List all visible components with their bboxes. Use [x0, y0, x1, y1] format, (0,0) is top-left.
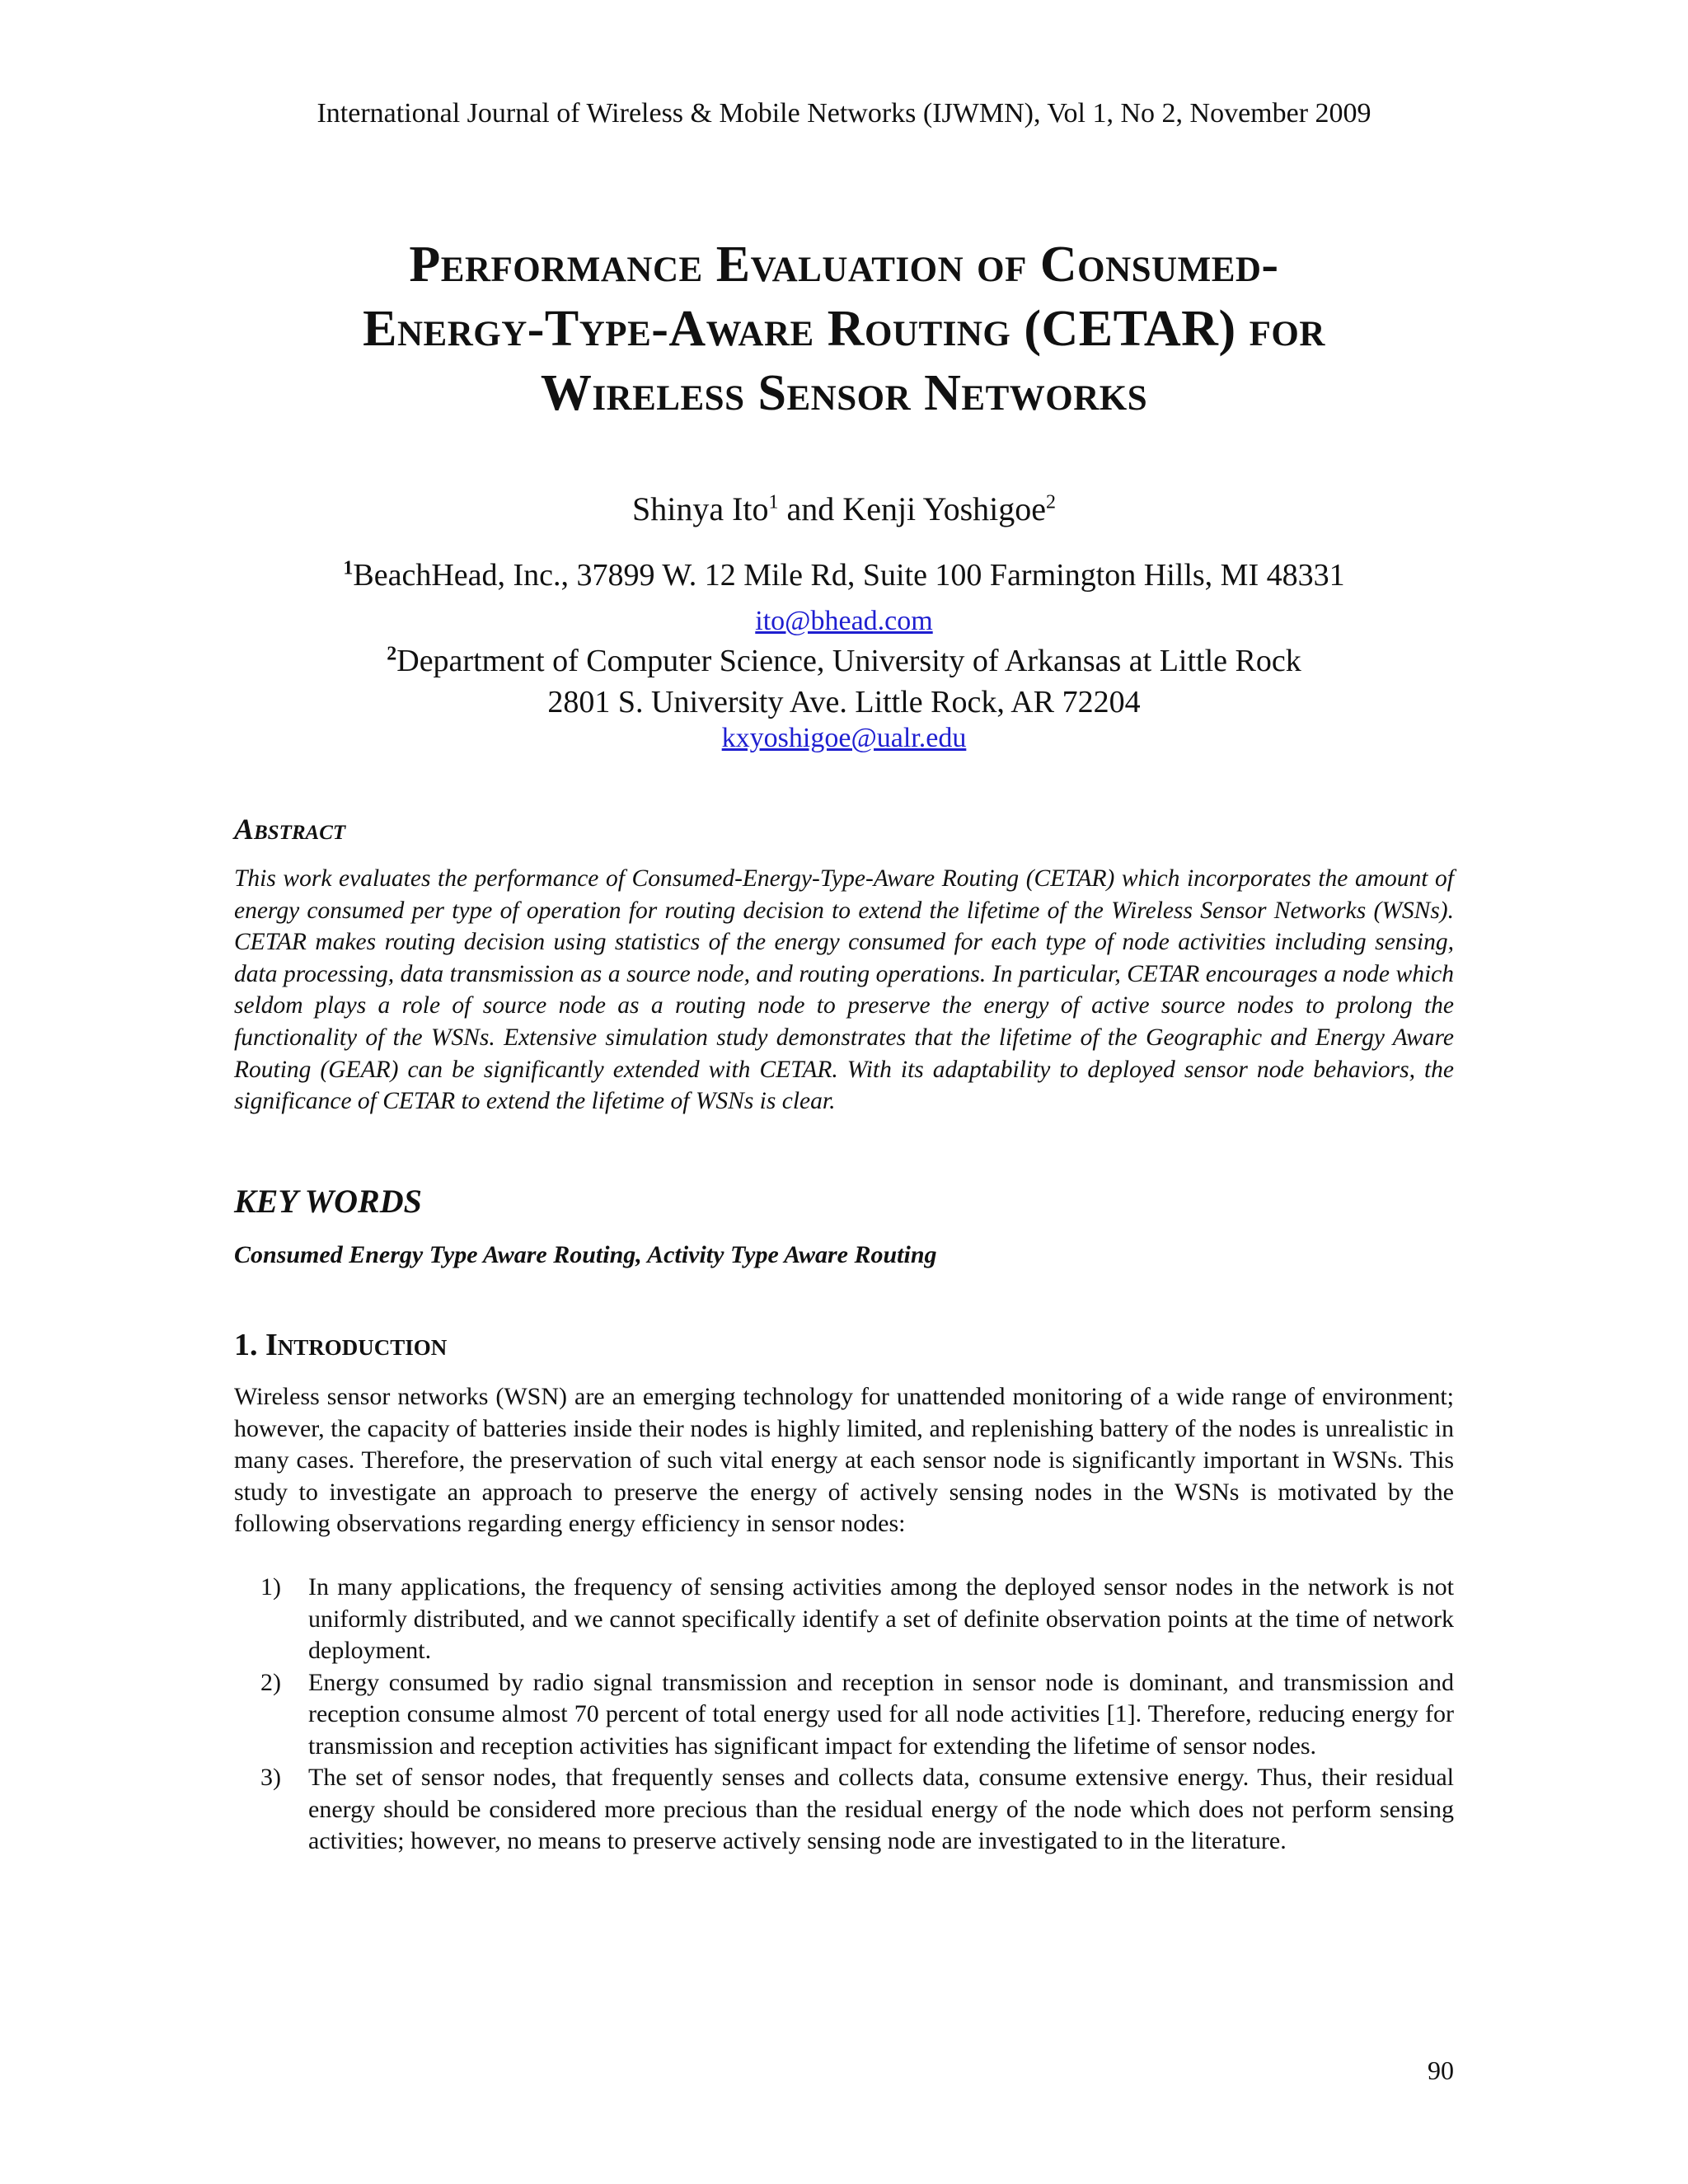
running-header: International Journal of Wireless & Mobile Networks (IJWMN), Vol 1, No 2, November 2009	[316, 98, 1372, 129]
title-line-1: Performance Evaluation of Consumed-	[409, 237, 1279, 293]
paper-title	[165, 232, 1523, 425]
list-item-number: 1)	[260, 1573, 281, 1601]
list-item-number: 3)	[260, 1764, 281, 1791]
list-item-text: In many applications, the frequency of sensing activities among the deployed sensor nodes in the network is not uniformly distributed, and we cannot specifically identify a set of definite observation points at the time of network deployment.	[308, 1573, 1454, 1664]
author-2: and Kenji Yoshigoe	[778, 490, 1046, 527]
list-item	[234, 1762, 1454, 1858]
affiliation-2-address: 2801 S. University Ave. Little Rock, AR 72204	[547, 685, 1141, 719]
affiliation-1-mark: 1	[343, 557, 354, 579]
affiliation-1-text: BeachHead, Inc., 37899 W. 12 Mile Rd, Suite 100 Farmington Hills, MI 48331	[353, 558, 1345, 593]
affiliation-2-mark: 2	[387, 643, 397, 665]
keywords-text: Consumed Energy Type Aware Routing, Activity Type Aware Routing	[234, 1241, 937, 1268]
list-item-text: The set of sensor nodes, that frequently senses and collects data, consume extensive energy. Thus, their residual energy should be considered more precious than the residual energy of the node which does not perform sensing activities; however, no means to preserve actively sensing node are investigated to in the literature.	[308, 1764, 1454, 1854]
affiliation-1	[0, 555, 1688, 595]
email-link-2[interactable]: kxyoshigoe@ualr.edu	[721, 723, 967, 753]
title-line-2: Energy-Type-Aware Routing (CETAR) for	[363, 301, 1325, 357]
list-item	[234, 1667, 1454, 1763]
observation-list	[234, 1572, 1454, 1858]
list-item-text: Energy consumed by radio signal transmission and reception in sensor node is dominant, and transmission and reception consume almost 70 percent of total energy used for all node activities [1]. Therefore, reducing energy for transmission and reception activities has significant impact for extending the lifetime of sensor nodes.	[308, 1668, 1454, 1760]
abstract-heading: Abstract	[234, 813, 346, 846]
author-1: Shinya Ito	[632, 490, 769, 527]
affiliation-2	[0, 641, 1688, 681]
email-link-1[interactable]: ito@bhead.com	[755, 606, 933, 636]
introduction-paragraph: Wireless sensor networks (WSN) are an emerging technology for unattended monitoring of a wide range of environment; however, the capacity of batteries inside their nodes is highly limited, and replenishing battery of the nodes is unrealistic in many cases. Therefore, the preservation of such vital energy at each sensor node is significantly important in WSNs. This study to investigate an approach to preserve the energy of actively sensing nodes in the WSNs is motivated by the following observations regarding energy efficiency in sensor nodes:	[234, 1383, 1454, 1537]
author-2-affil-mark: 2	[1046, 491, 1056, 513]
keywords-heading: KEY WORDS	[234, 1183, 422, 1220]
list-item-number: 2)	[260, 1668, 281, 1696]
page-number: 90	[1428, 2055, 1454, 2085]
author-1-affil-mark: 1	[768, 491, 779, 513]
abstract-text: This work evaluates the performance of Consumed-Energy-Type-Aware Routing (CETAR) which incorporates the amount of energy consumed per type of operation for routing decision to extend the lifetime of the Wireless Sensor Networks (WSNs). CETAR makes routing decision using statistics of the energy consumed for each type of node activities including sensing, data processing, data transmission as a source node, and routing operations. In particular, CETAR encourages a node which seldom plays a role of source node as a routing node to preserve the energy of active source nodes to prolong the functionality of the WSNs. Extensive simulation study demonstrates that the lifetime of the Geographic and Energy Aware Routing (GEAR) can be significantly extended with CETAR. With its adaptability to deployed sensor node behaviors, the significance of CETAR to extend the lifetime of WSNs is clear.	[234, 865, 1454, 1115]
list-item	[234, 1572, 1454, 1667]
title-line-3: Wireless Sensor Networks	[540, 365, 1148, 421]
author-list	[0, 488, 1688, 531]
introduction-heading: 1. Introduction	[234, 1328, 448, 1362]
affiliation-2-text: Department of Computer Science, University of Arkansas at Little Rock	[396, 644, 1301, 678]
